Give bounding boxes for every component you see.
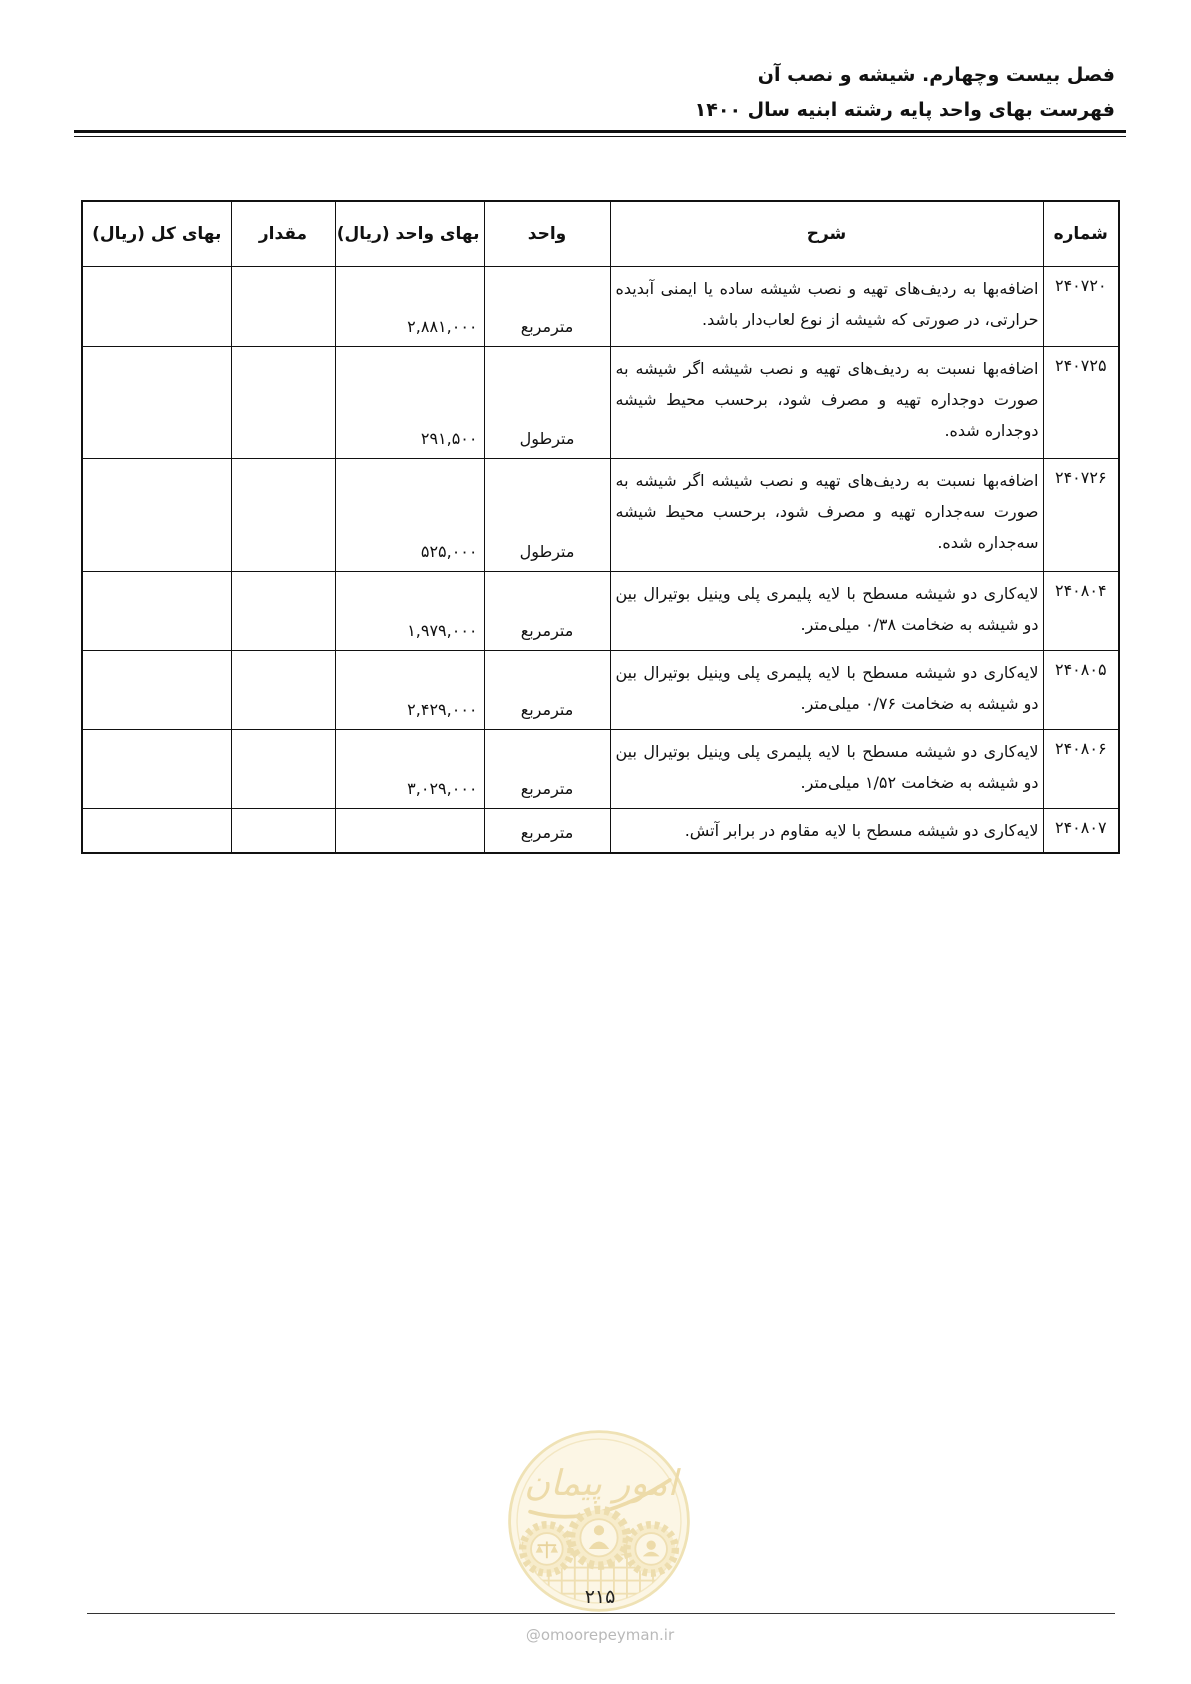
total-price-cell [82,808,231,853]
header-rule-thin [74,136,1126,137]
table-row [82,266,1119,346]
unit-price-cell: ۲,۴۲۹,۰۰۰ [335,650,484,729]
quantity-cell [231,571,335,650]
description-cell: لایه‌کاری دو شیشه مسطح با لایه پلیمری پلی وینیل بوتیرال بین دو شیشه به ضخامت ۰/۳۸ میلی‌متر. [610,571,1043,650]
header-rule-thick [74,130,1126,133]
table-row [82,808,1119,853]
column-header-total-price: بهای کل (ریال) [82,201,231,266]
table-header-row [82,201,1119,266]
page-number: ۲۱۵ [584,1586,616,1608]
price-table [81,200,1120,854]
table-row [82,650,1119,729]
description-cell: لایه‌کاری دو شیشه مسطح با لایه مقاوم در برابر آتش. [610,808,1043,853]
table-row [82,346,1119,458]
column-header-unit-price: بهای واحد (ریال) [335,201,484,266]
logo-lettering: امور پیمان [524,1462,678,1504]
chapter-title: فصل بیست وچهارم. شیشه و نصب آن [757,64,1115,86]
unit-cell: مترطول [484,346,610,458]
unit-cell: مترمربع [484,650,610,729]
quantity-cell [231,650,335,729]
unit-cell: مترمربع [484,266,610,346]
code-cell: ۲۴۰۷۲۰ [1043,266,1119,346]
description-cell: لایه‌کاری دو شیشه مسطح با لایه پلیمری پلی وینیل بوتیرال بین دو شیشه به ضخامت ۰/۷۶ میلی‌متر. [610,650,1043,729]
total-price-cell [82,266,231,346]
unit-price-cell: ۵۲۵,۰۰۰ [335,458,484,571]
total-price-cell [82,458,231,571]
code-cell: ۲۴۰۸۰۷ [1043,808,1119,853]
code-cell: ۲۴۰۷۲۵ [1043,346,1119,458]
footer-rule [87,1613,1115,1614]
total-price-cell [82,571,231,650]
page-header [415,58,1115,128]
unit-cell: مترمربع [484,808,610,853]
website-watermark: @omoorepeyman.ir [525,1626,675,1644]
quantity-cell [231,729,335,808]
description-cell: اضافه‌بها به ردیف‌های تهیه و نصب شیشه ساده یا ایمنی آبدیده حرارتی، در صورتی که شیشه از نوع لعاب‌دار باشد. [610,266,1043,346]
gear-icon [627,1525,675,1573]
column-header-code: شماره [1043,201,1119,266]
quantity-cell [231,808,335,853]
description-cell: اضافه‌بها نسبت به ردیف‌های تهیه و نصب شیشه اگر شیشه به صورت سه‌جداره تهیه و مصرف شود، برحسب محیط شیشه سه‌جداره شده. [610,458,1043,571]
price-list-title: فهرست بهای واحد پایه رشته ابنیه سال ۱۴۰۰ [694,99,1115,121]
column-header-quantity: مقدار [231,201,335,266]
unit-price-cell: ۲,۸۸۱,۰۰۰ [335,266,484,346]
code-cell: ۲۴۰۷۲۶ [1043,458,1119,571]
unit-price-cell [335,808,484,853]
quantity-cell [231,458,335,571]
gear-icon [523,1525,571,1573]
total-price-cell [82,346,231,458]
quantity-cell [231,266,335,346]
total-price-cell [82,729,231,808]
unit-price-cell: ۳,۰۲۹,۰۰۰ [335,729,484,808]
code-cell: ۲۴۰۸۰۶ [1043,729,1119,808]
total-price-cell [82,650,231,729]
code-cell: ۲۴۰۸۰۵ [1043,650,1119,729]
code-cell: ۲۴۰۸۰۴ [1043,571,1119,650]
quantity-cell [231,346,335,458]
table-row [82,458,1119,571]
column-header-description: شرح [610,201,1043,266]
table-row [82,729,1119,808]
gear-icon [571,1510,627,1566]
description-cell: لایه‌کاری دو شیشه مسطح با لایه پلیمری پلی وینیل بوتیرال بین دو شیشه به ضخامت ۱/۵۲ میلی‌متر. [610,729,1043,808]
unit-price-cell: ۱,۹۷۹,۰۰۰ [335,571,484,650]
unit-price-cell: ۲۹۱,۵۰۰ [335,346,484,458]
table-row [82,571,1119,650]
unit-cell: مترمربع [484,729,610,808]
unit-cell: مترمربع [484,571,610,650]
unit-cell: مترطول [484,458,610,571]
description-cell: اضافه‌بها نسبت به ردیف‌های تهیه و نصب شیشه اگر شیشه به صورت دوجداره تهیه و مصرف شود، برحسب محیط شیشه دوجداره شده. [610,346,1043,458]
column-header-unit: واحد [484,201,610,266]
